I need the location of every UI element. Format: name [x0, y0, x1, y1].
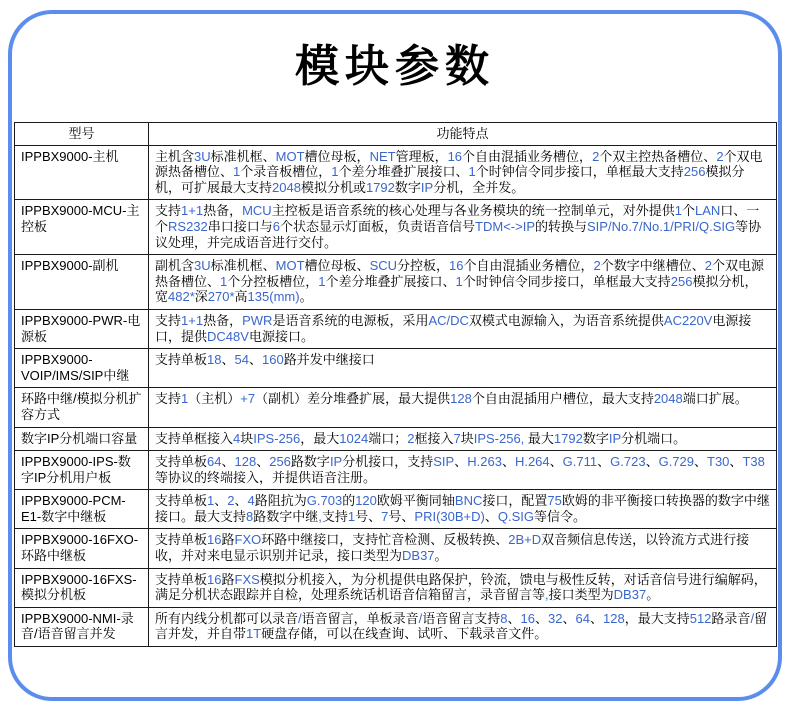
feature-cell: 所有内线分机都可以录音/语音留言，单板录音/语音留言支持8、16、32、64、128，最大支持512路录音/留言并发，并自带1T硬盘存储，可以在线查询、试听、下载录音文件。 — [149, 607, 777, 646]
table-row — [15, 145, 777, 200]
model-cell: IPPBX9000-副机 — [15, 255, 149, 310]
feature-cell: 支持单板1、2、4路阻抗为G.703的120欧姆平衡同轴BNC接口，配置75欧姆的非平衡接口转换器的数字中继接口。最大支持8路数字中继,支持1号、7号、PRI(30B+D)、Q.SIG等信令。 — [149, 490, 777, 529]
model-cell: IPPBX9000-IPS-数字IP分机用户板 — [15, 451, 149, 490]
model-cell: IPPBX9000-PCM-E1-数字中继板 — [15, 490, 149, 529]
feature-cell: 支持1（主机）+7（副机）差分堆叠扩展，最大提供128个自由混插用户槽位，最大支持2048端口扩展。 — [149, 388, 777, 427]
table-row — [15, 490, 777, 529]
table-row — [15, 388, 777, 427]
feature-cell: 支持1+1热备，MCU主控板是语音系统的核心处理与各业务模块的统一控制单元，对外提供1个LAN口、一个RS232串口接口与6个状态显示灯面板，负责语音信号TDM<->IP的转换与SIP/No.7/No.1/PRI/Q.SIG等协议处理，并完成语音进行交付。 — [149, 200, 777, 255]
table-row — [15, 427, 777, 451]
model-cell: IPPBX9000-MCU-主控板 — [15, 200, 149, 255]
table-row — [15, 568, 777, 607]
table-row — [15, 255, 777, 310]
model-cell: IPPBX9000-16FXO-环路中继板 — [15, 529, 149, 568]
table-row — [15, 200, 777, 255]
params-table — [14, 122, 777, 647]
page-title: 模块参数 — [295, 42, 495, 91]
feature-cell: 支持1+1热备，PWR是语音系统的电源板，采用AC/DC双模式电源输入，为语音系统提供AC220V电源接口，提供DC48V电源接口。 — [149, 309, 777, 348]
table-header-row — [15, 123, 777, 146]
feature-cell: 支持单板18、54、160路并发中继接口 — [149, 349, 777, 388]
header-model: 型号 — [15, 123, 149, 146]
table-row — [15, 607, 777, 646]
table-row — [15, 349, 777, 388]
feature-cell: 支持单板64、128、256路数字IP分机接口，支持SIP、H.263、H.264、G.711、G.723、G.729、T30、T38等协议的终端接入，并提供语音注册。 — [149, 451, 777, 490]
params-table-wrap — [14, 122, 777, 647]
model-cell: IPPBX9000-PWR-电源板 — [15, 309, 149, 348]
model-cell: IPPBX9000-NMI-录音/语音留言并发 — [15, 607, 149, 646]
feature-cell: 支持单板16路FXS模拟分机接入，为分机提供电路保护，铃流，馈电与极性反转，对话音信号进行编解码，满足分机状态跟踪并自检，处理系统话机语音信箱留言，录音留言等,接口类型为DB37。 — [149, 568, 777, 607]
model-cell: 数字IP分机端口容量 — [15, 427, 149, 451]
model-cell: IPPBX9000-VOIP/IMS/SIP中继 — [15, 349, 149, 388]
feature-cell: 主机含3U标准机框、MOT槽位母板，NET管理板，16个自由混插业务槽位，2个双主控热备槽位、2个双电源热备槽位、1个录音板槽位，1个差分堆叠扩展接口、1个时钟信令同步接口，单框最大支持256模拟分机，可扩展最大支持2048模拟分机或1792数字IP分机，全并发。 — [149, 145, 777, 200]
feature-cell: 副机含3U标准机框、MOT槽位母板、SCU分控板，16个自由混插业务槽位，2个数字中继槽位、2个双电源热备槽位、1个分控板槽位，1个差分堆叠扩展接口、1个时钟信令同步接口，单框最大支持256模拟分机，宽482*深270*高135(mm)。 — [149, 255, 777, 310]
model-cell: 环路中继/模拟分机扩容方式 — [15, 388, 149, 427]
table-body — [15, 145, 777, 646]
model-cell: IPPBX9000-16FXS-模拟分机板 — [15, 568, 149, 607]
feature-cell: 支持单框接入4块IPS-256，最大1024端口；2框接入7块IPS-256, 最大1792数字IP分机端口。 — [149, 427, 777, 451]
model-cell: IPPBX9000-主机 — [15, 145, 149, 200]
table-row — [15, 451, 777, 490]
header-features: 功能特点 — [149, 123, 777, 146]
table-row — [15, 529, 777, 568]
feature-cell: 支持单板16路FXO环路中继接口，支持忙音检测、反极转换、2B+D双音频信息传送，以铃流方式进行接收，并对来电显示识别并记录，接口类型为DB37。 — [149, 529, 777, 568]
table-row — [15, 309, 777, 348]
